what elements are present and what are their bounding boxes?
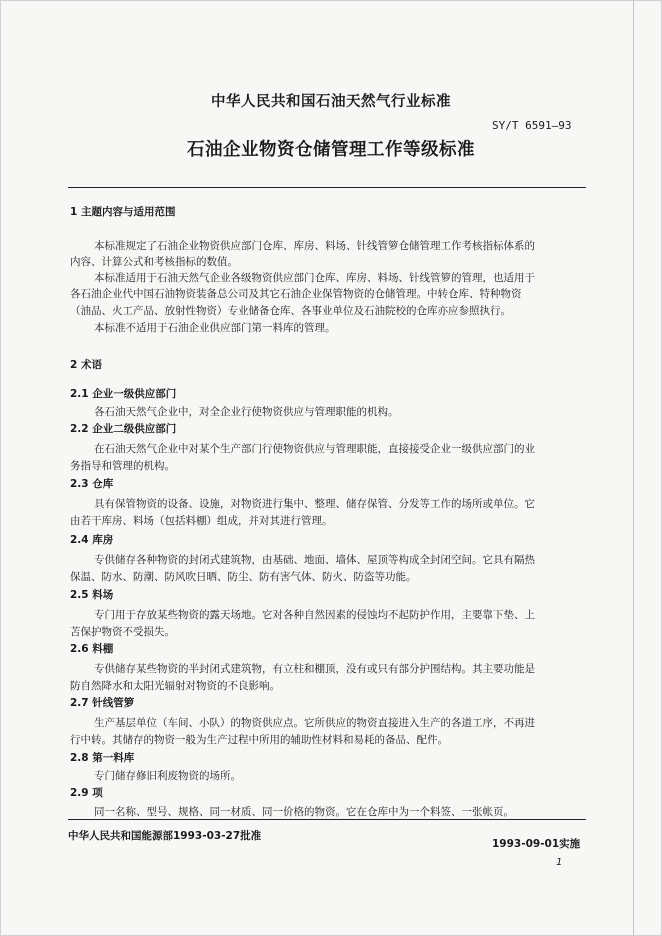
page-number: 1 [556,857,563,868]
footer-rule [68,819,586,820]
term-2-7-heading: 2.7 针线管箩 [70,697,135,709]
term-2-6-line2: 防自然降水和太阳光辐射对物资的不良影响。 [70,680,280,692]
term-2-4-line1: 专供储存各种物资的封闭式建筑物，由基础、地面、墙体、屋顶等构成全封闭空间。它具有隔热 [94,554,535,566]
term-2-9-heading: 2.9 项 [70,787,103,799]
industry-standard-title: 中华人民共和国石油天然气行业标准 [211,94,451,110]
term-2-8-heading: 2.8 第一料库 [70,752,135,764]
s1-p2-line2: 各石油企业代中国石油物资装备总公司及其它石油企业保管物资的仓储管理。中转仓库、特种物资 [70,288,522,300]
term-2-5-heading: 2.5 料场 [70,589,114,601]
term-2-3-line1: 具有保管物资的设备、设施，对物资进行集中、整理、储存保管、分发等工作的场所或单位。它 [94,498,535,510]
term-2-2-heading: 2.2 企业二级供应部门 [70,423,177,435]
effective-date: 1993-09-01实施 [492,838,581,850]
term-2-6-heading: 2.6 料棚 [70,643,114,655]
term-2-3-line2: 由若干库房、料场（包括料棚）组成，并对其进行管理。 [70,515,333,527]
term-2-8-line1: 专门储存修旧利废物资的场所。 [94,770,241,782]
standard-code: SY/T 6591—93 [492,119,572,132]
s1-p2-line1: 本标准适用于石油天然气企业各级物资供应部门仓库、库房、料场、针线管箩的管理，也适用于 [94,272,535,284]
approval-note: 中华人民共和国能源部1993-03-27批准 [68,830,262,842]
term-2-2-line1: 在石油天然气企业中对某个生产部门行使物资供应与管理职能，直接接受企业一级供应部门的业 [94,443,535,455]
term-2-7-line1: 生产基层单位（车间、小队）的物资供应点。它所供应的物资直接进入生产的各道工序，不再进 [94,717,535,729]
term-2-9-line1: 同一名称、型号、规格、同一材质、同一价格的物资。它在仓库中为一个料签、一张帐页。 [94,806,514,818]
s1-p1-line2: 内容、计算公式和考核指标的数值。 [70,256,238,268]
term-2-3-heading: 2.3 仓库 [70,478,114,490]
document-title: 石油企业物资仓储管理工作等级标准 [187,140,475,160]
s1-p3-line1: 本标准不适用于石油企业供应部门第一料库的管理。 [94,322,336,334]
term-2-2-line2: 务指导和管理的机构。 [70,460,175,472]
term-2-6-line1: 专供储存某些物资的半封闭式建筑物，有立柱和棚顶，没有或只有部分护围结构。其主要功能是 [94,663,535,675]
section-2-heading: 2 术语 [70,359,102,371]
s1-p1-line1: 本标准规定了石油企业物资供应部门仓库、库房、料场、针线管箩仓储管理工作考核指标体系的 [94,240,535,252]
term-2-1-heading: 2.1 企业一级供应部门 [70,388,177,400]
term-2-7-line2: 行中转。其储存的物资一般为生产过程中所用的辅助性材料和易耗的备品、配件。 [70,734,448,746]
term-2-5-line1: 专门用于存放某些物资的露天场地。它对各种自然因素的侵蚀均不起防护作用，主要靠下垫、上 [94,609,535,621]
section-1-heading: 1 主题内容与适用范围 [70,206,176,218]
term-2-4-heading: 2.4 库房 [70,534,114,546]
term-2-5-line2: 苫保护物资不受损失。 [70,626,175,638]
header-rule [68,187,586,188]
term-2-1-line1: 各石油天然气企业中，对全企业行使物资供应与管理职能的机构。 [94,406,399,418]
s1-p2-line3: （油品、火工产品、放射性物资）专业储备仓库、各事业单位及石油院校的仓库亦应参照执行。 [70,305,511,317]
term-2-4-line2: 保温、防水、防潮、防风吹日晒、防尘、防有害气体、防火、防盗等功能。 [70,571,417,583]
